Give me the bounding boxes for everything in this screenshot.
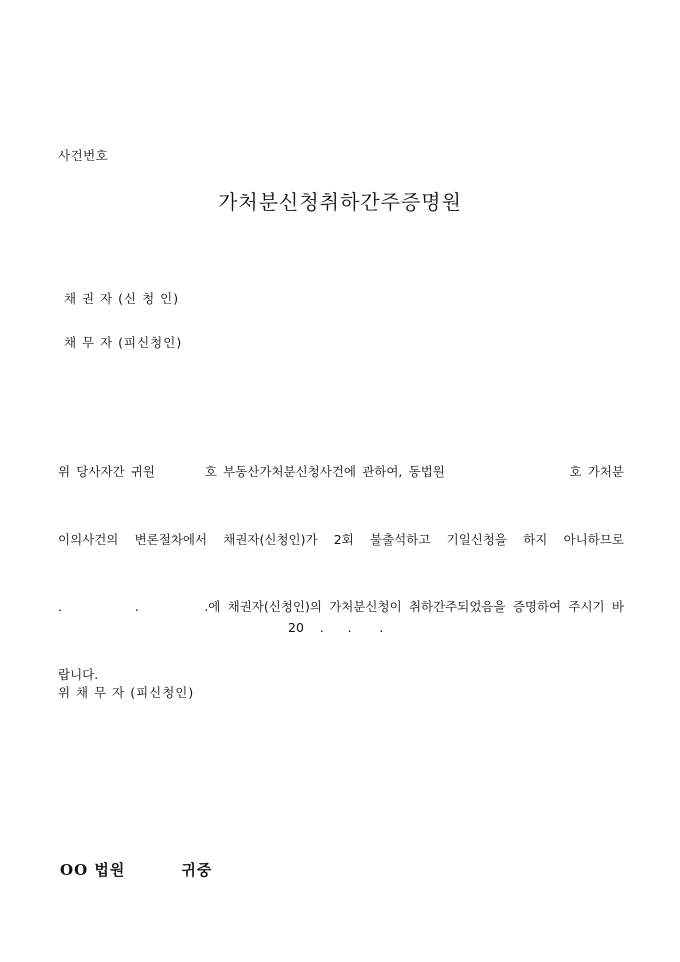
court-addressee: OO 법원 귀중 <box>60 861 213 879</box>
document-title: 가처분신청취하간주증명원 <box>218 190 462 214</box>
debtor-label: 채 무 자 (피신청인) <box>64 335 183 350</box>
body-paragraph <box>58 416 624 709</box>
signature-label: 위 채 무 자 (피신청인) <box>58 685 195 700</box>
body-line: . . .에 채권자(신청인)의 가처분신청이 취하간주되었음을 증명하여 주시기 바 <box>58 599 624 614</box>
body-line: 랍니다. <box>58 666 99 682</box>
creditor-label: 채 권 자 (신 청 인) <box>64 291 180 306</box>
case-number-label: 사건번호 <box>58 148 109 163</box>
body-line: 이의사건의 변론절차에서 채권자(신청인)가 2회 불출석하고 기일신청을 하지 아니하므로 <box>58 531 624 547</box>
date-line: 20 . . . <box>288 620 384 635</box>
body-line: 위 당사자간 귀원 호 부동산가처분신청사건에 관하여, 동법원 호 가처분 <box>58 464 624 479</box>
